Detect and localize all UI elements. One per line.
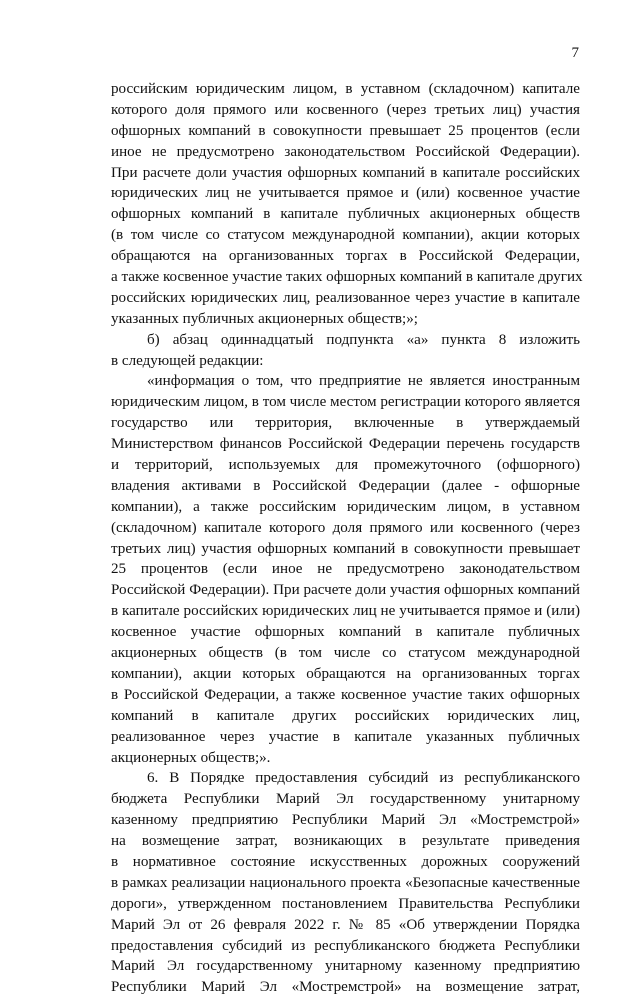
text-line: б) абзац одиннадцатый подпункта «а» пункта 8 изложить bbox=[147, 331, 580, 348]
text-line: на возмещение затрат, возникающих в результате приведения bbox=[111, 833, 580, 850]
text-line: иное не предусмотрено законодательством Российской Федерации). bbox=[111, 143, 580, 160]
text-line: (в том числе со статусом международной компании), акции которых bbox=[111, 227, 580, 244]
text-line: предоставления субсидий из республиканского бюджета Республики bbox=[111, 937, 580, 954]
text-line: 25 процентов (если иное не предусмотрено законодательством bbox=[111, 561, 580, 578]
text-line: «информация о том, что предприятие не является иностранным bbox=[147, 373, 580, 390]
text-line: офшорных компаний в совокупности превышает 25 процентов (если bbox=[111, 122, 580, 139]
text-line: акционерных обществ;». bbox=[111, 749, 271, 766]
text-line: которого доля прямого или косвенного (через третьих лиц) участия bbox=[111, 101, 580, 118]
text-line: компаний в капитале других российских юридических лиц, bbox=[111, 707, 580, 724]
text-line: в капитале российских юридических лиц не учитывается прямое и (или) bbox=[111, 603, 580, 620]
text-line: офшорных компаний в капитале публичных акционерных обществ bbox=[111, 206, 580, 223]
text-line: акционерных обществ (в том числе со статусом международной bbox=[111, 645, 580, 662]
text-line: государство или территория, включенные в утверждаемый bbox=[111, 415, 580, 432]
text-line: а также косвенное участие таких офшорных компаний в капитале других bbox=[111, 269, 583, 286]
text-line: косвенное участие офшорных компаний в капитале публичных bbox=[111, 624, 580, 641]
text-line: Российской Федерации). При расчете доли участия офшорных компаний bbox=[111, 582, 580, 599]
text-line: в рамках реализации национального проекта «Безопасные качественные bbox=[111, 874, 580, 891]
text-line: юридическим лицом, в том числе местом регистрации которого является bbox=[111, 394, 581, 411]
text-line: компании), а также российским юридическим лицом, в уставном bbox=[111, 498, 580, 515]
text-line: Марий Эл от 26 февраля 2022 г. № 85 «Об утверждении Порядка bbox=[111, 916, 580, 933]
text-line: обращаются на организованных торгах в Российской Федерации, bbox=[111, 248, 580, 265]
text-line: юридических лиц не учитывается прямое и (или) косвенное участие bbox=[111, 185, 580, 202]
text-line: в Российской Федерации, а также косвенное участие таких офшорных bbox=[111, 686, 580, 703]
text-line: в нормативное состояние искусственных дорожных сооружений bbox=[111, 853, 580, 870]
text-line: в следующей редакции: bbox=[111, 352, 264, 369]
text-line: дороги», утвержденном постановлением Правительства Республики bbox=[111, 895, 580, 912]
text-line: указанных публичных акционерных обществ;»; bbox=[111, 310, 418, 327]
text-line: При расчете доли участия офшорных компаний в капитале российских bbox=[111, 164, 580, 181]
text-line: 6. В Порядке предоставления субсидий из республиканского bbox=[147, 770, 580, 787]
document-body bbox=[111, 79, 583, 998]
text-line: компании), акции которых обращаются на организованных торгах bbox=[111, 665, 580, 682]
text-line: владения активами в Российской Федерации (далее - офшорные bbox=[111, 477, 580, 494]
text-line: (складочном) капитале которого доля прямого или косвенного (через bbox=[111, 519, 580, 536]
text-line: Министерством финансов Российской Федерации перечень государств bbox=[111, 436, 580, 453]
text-line: и территорий, используемых для промежуточного (офшорного) bbox=[111, 457, 580, 474]
text-line: бюджета Республики Марий Эл государственному унитарному bbox=[111, 791, 580, 808]
text-line: казенному предприятию Республики Марий Эл «Мостремстрой» bbox=[111, 812, 580, 829]
text-line: российским юридическим лицом, в уставном (складочном) капитале bbox=[111, 81, 580, 97]
text-line: Республики Марий Эл «Мостремстрой» на возмещение затрат, bbox=[111, 979, 580, 996]
page-number: 7 bbox=[571, 45, 579, 61]
text-line: российских юридических лиц, реализованное через участие в капитале bbox=[111, 289, 580, 306]
text-line: Марий Эл государственному унитарному казенному предприятию bbox=[111, 958, 580, 975]
text-line: третьих лиц) участия офшорных компаний в совокупности превышает bbox=[111, 540, 580, 557]
text-line: реализованное через участие в капитале указанных публичных bbox=[111, 728, 580, 745]
